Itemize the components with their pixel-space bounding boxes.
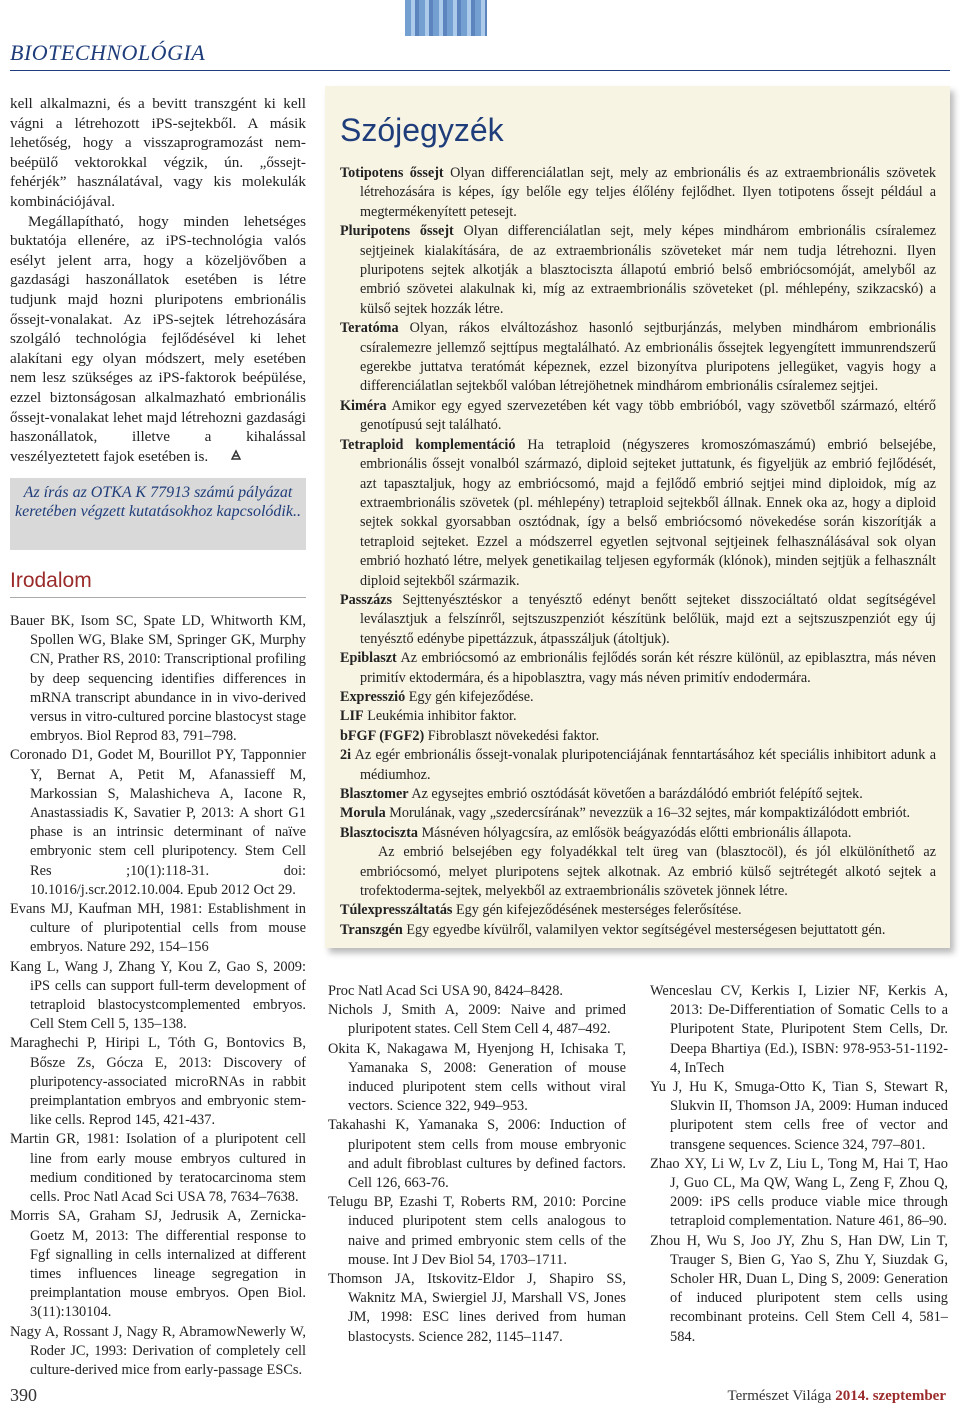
footer-credit bbox=[727, 1388, 946, 1405]
glossary-definition: Olyan differenciálatlan sejt, mely az embrionális és az extraembrionális szövetek létrehozására is képes, így belőle egy teljes élőlény fejlődhet. Ilyen totipotens őssejt például a megtermékenyített petesejt. bbox=[360, 165, 936, 220]
glossary-term: 2i bbox=[340, 747, 352, 764]
magazine-name: Természet Világa bbox=[727, 1388, 832, 1404]
reference-item: Takahashi K, Yamanaka S, 2006: Induction of pluripotent stem cells from mouse embryonic and adult fibroblast cultures by defined factors. Cell 126, 663-76. bbox=[328, 1117, 626, 1192]
glossary-term: Morula bbox=[340, 805, 386, 822]
glossary-entry bbox=[340, 746, 936, 785]
glossary-entry bbox=[340, 824, 936, 843]
reference-item: Nichols J, Smith A, 2009: Naive and primed pluripotent states. Cell Stem Cell 4, 487–492. bbox=[328, 1002, 626, 1038]
glossary-term: Pluripotens őssejt bbox=[340, 223, 454, 240]
glossary-entry bbox=[340, 591, 936, 649]
glossary-entry bbox=[340, 707, 936, 726]
references-list-right bbox=[650, 982, 948, 1347]
issue-date: 2014. szeptember bbox=[835, 1388, 946, 1404]
glossary-definition: Ha tetraploid (négyszeres kromoszómaszámú) embrió belsejébe, embrionális őssejt vonalból származó, diploid sejteket juttatunk, és figyeljük az embrió fejlődését, azt tapasztaljuk, hogy az embriócsomó, majd a fejlődő embrió sejtjei mind diploidok, míg az extraembrionális szövetek (pl. méhlepény) tetraploid sejtekből állnak. Ennek oka az, hogy a diploid sejtek sokkal gyorsabban osztódnak, így a belső embriócsomó növekedése során kiszorítják a tetraploid sejteket. Ezzel a módszerrel egyetlen sejtvonal sejtjeinek felhasználásával sok olyan embrió hozható létre, melyek genetikailag teljesen egyformák (klónok), minden sejtjük a felhasznált diploid sejtekből származik. bbox=[360, 436, 937, 589]
references-heading: Irodalom bbox=[10, 569, 92, 592]
glossary-entry bbox=[340, 921, 936, 940]
glossary-definition: Egy gén kifejeződésének mesterséges felerősítése. bbox=[456, 902, 742, 919]
glossary-entry bbox=[340, 727, 936, 746]
paragraph-2: Megállapítható, hogy minden lehetséges buktatója ellenére, az iPS-technológia valós esélyt jelent arra, hogy a közeljövőben a gazdasági haszonállatok esetében is létre tudjunk majd hozni pluripotens embrionális őssejt-vonalakat. Az iPS-sejtek létrehozására szolgáló technológia fejlődésével ki lehet alakítani egy olyan módszert, mely esetében nem lesz szükséges az iPS-faktorok beépülése, ezzel biztonságosan alkalmazható embrionális őssejt-vonalakat lehet majd létrehozni gazdasági haszonállatok, illetve a kihalással veszélyeztetett fajok esetében is. bbox=[10, 212, 306, 465]
glossary-entry bbox=[340, 319, 936, 397]
page-number: 390 bbox=[10, 1385, 37, 1405]
glossary-entry bbox=[340, 785, 936, 804]
reference-item: Telugu BP, Ezashi T, Roberts RM, 2010: Porcine induced pluripotent stem cells analogous to naive and primed embryonic stem cells of the mouse. Int J Dev Biol 54, 1703–1711. bbox=[328, 1194, 626, 1268]
glossary-term: Blasztomer bbox=[340, 786, 409, 802]
glossary-definition: Olyan differenciálatlan sejt, mely képes mindhárom embrionális csíralemez sejtjeinek kialakítására, de az extraembrionális szöveteket már nem tudja létrehozni. Ilyen pluripotens sejtek alkotják a blasztociszta állapotú embrió belső embriócsomóját, amelyből az embrió szövetei alakulnak ki, míg az extraembrionális szöveteket (pl. méhlepény, szikzacskó) a külső sejtek hozzák létre. bbox=[360, 223, 937, 317]
reference-item: Zhou H, Wu S, Joo JY, Zhu S, Han DW, Lin T, Trauger S, Bien G, Yao S, Zhu Y, Siuzdak G, Scholer HR, Duan L, Ding S, 2009: Generation of induced pluripotent stem cells using recombinant proteins. Cell Stem Cell 4, 581–584. bbox=[650, 1232, 948, 1345]
reference-item: Coronado D1, Godet M, Bourillot PY, Tapponnier Y, Bernat A, Petit M, Afanassieff M, Markossian S, Malashicheva A, Iacone R, Anastassiadis K, Savatier P, 2013: A short G1 phase is an intrinsic determinant of naïve embryonic stem cell pluripotency. Stem Cell Res ;10(1):118-31. doi: 10.1016/j.scr.2012.10.004. Epub 2012 Oct 29. bbox=[10, 747, 306, 898]
reference-item: Wenceslau CV, Kerkis I, Lizier NF, Kerkis A, 2013: De-Differentiation of Somatic Cells to a Pluripotent State, Pluripotent Stem Cells, Dr. Deepa Bhartiya (Ed.), ISBN: 978-953-51-1192-4, InTech bbox=[650, 983, 948, 1076]
paragraph-1: kell alkalmazni, és a bevitt transzgént ki kell vágni a létrehozott iPS-sejtekből. A másik lehetőség, hogy a visszaprogramozást nem-beépülő vektorokkal végzik, ún. „őssejt-fehérjék” használatával, vagy kis molekulák kombinációjával. bbox=[10, 95, 306, 210]
glossary-definition: Az egysejtes embrió osztódását követően a barázdálódó embriót felépítő sejtek. bbox=[411, 786, 863, 802]
section-title: BIOTECHNOLÓGIA bbox=[10, 40, 206, 65]
glossary-term: Transzgén bbox=[340, 921, 403, 938]
glossary-term: Totipotens őssejt bbox=[340, 165, 444, 181]
glossary-term: Teratóma bbox=[340, 320, 399, 337]
glossary-definition: Amikor egy egyed szervezetében két vagy több embrióból, vagy szövetből származó, eltérő genotípusú sejt található. bbox=[360, 397, 937, 434]
glossary-entry bbox=[340, 901, 936, 920]
glossary-term: Blasztociszta bbox=[340, 824, 419, 841]
glossary-term: Kiméra bbox=[340, 397, 387, 414]
glossary-entry bbox=[340, 164, 936, 222]
glossary-definition: Egy egyedbe kívülről, valamilyen vektor segítségével mesterségesen bejuttatott gén. bbox=[406, 921, 886, 938]
references-list-left bbox=[10, 612, 306, 1380]
glossary-term: Epiblaszt bbox=[340, 650, 397, 667]
end-mark-icon bbox=[212, 447, 224, 459]
glossary-definition: Az embriócsomó az embrionális fejlődés során két részre különül, az epiblasztra, más néven primitív ektodermára, és a hipoblasztra, vagy más néven primitív endodermára. bbox=[360, 650, 936, 686]
magazine-logo-icon bbox=[405, 0, 487, 36]
reference-item: Nagy A, Rossant J, Nagy R, AbramowNewerly W, Roder JC, 1993: Derivation of completely cell culture-derived mice from early-passage ESCs. bbox=[10, 1323, 306, 1378]
reference-item: Kang L, Wang J, Zhang Y, Kou Z, Gao S, 2009: iPS cells can support full-term development of tetraploid blastocystcomplemented embryos. Cell Stem Cell 5, 135–138. bbox=[10, 958, 306, 1033]
glossary-entry bbox=[340, 804, 936, 823]
reference-item: Zhao XY, Li W, Lv Z, Liu L, Tong M, Hai T, Hao J, Guo CL, Ma QW, Wang L, Zeng F, Zhou Q, 2009: iPS cells produce viable mice through tetraploid complementation. Nature 461, 86–90. bbox=[650, 1155, 948, 1230]
glossary-definition: Fibroblaszt növekedési faktor. bbox=[427, 727, 600, 744]
references-list-middle bbox=[328, 982, 626, 1347]
glossary-entry bbox=[340, 436, 936, 591]
glossary-term: Tetraploid komplementáció bbox=[340, 436, 516, 453]
funding-note: Az írás az OTKA K 77913 számú pályázat keretében végzett kutatásokhoz kapcsolódik.. bbox=[10, 478, 306, 550]
reference-item: Yu J, Hu K, Smuga-Otto K, Tian S, Stewart R, Slukvin II, Thomson JA, 2009: Human induced pluripotent stem cells free of vector and transgene sequences. Science 324, 797–801. bbox=[650, 1079, 948, 1153]
glossary-entry bbox=[340, 222, 936, 319]
reference-item: Evans MJ, Kaufman MH, 1981: Establishment in culture of pluripotential cells from mouse embryos. Nature 292, 154–156 bbox=[10, 901, 306, 956]
glossary-term: Expresszió bbox=[340, 688, 406, 705]
reference-item: Thomson JA, Itskovitz-Eldor J, Shapiro SS, Waknitz MA, Swiergiel JJ, Marshall VS, Jones JM, 1998: ESC lines derived from human blastocysts. Science 282, 1145–1147. bbox=[328, 1271, 626, 1345]
left-text-column bbox=[10, 94, 306, 466]
reference-item: Bauer BK, Isom SC, Spate LD, Whitworth KM, Spollen WG, Blake SM, Springer GK, Murphy CN, Prather RS, 2010: Transcriptional profiling by deep sequencing identifies differences in mRNA transcript abundance in in vivo-derived versus in vitro-cultured porcine blastocyst stage embryos. Biol Reprod 83, 791–798. bbox=[10, 613, 306, 745]
references-divider bbox=[10, 597, 306, 598]
glossary-definition: Másnéven hólyagcsíra, az emlősök beágyazódás előtti embrionális állapota. bbox=[421, 824, 852, 841]
reference-item: Okita K, Nakagawa M, Hyenjong H, Ichisaka T, Yamanaka S, 2008: Generation of mouse induced pluripotent stem cells without viral vectors. Science 322, 949–953. bbox=[328, 1040, 626, 1115]
glossary-term: Passzázs bbox=[340, 591, 393, 608]
glossary-definition: Leukémia inhibitor faktor. bbox=[367, 708, 517, 725]
glossary-entry bbox=[340, 649, 936, 688]
reference-item: Maraghechi P, Hiripi L, Tóth G, Bontovics B, Bősze Zs, Gócza E, 2013: Discovery of pluripotency-associated microRNAs in rabbit preimplantation embryos and embryonic stem-like cells. Reprod 145, 421-437. bbox=[10, 1035, 306, 1129]
reference-item: Martin GR, 1981: Isolation of a pluripotent cell line from early mouse embryos cultured in medium conditioned by teratocarcinoma stem cells. Proc Natl Acad Sci USA 78, 7634–7638. bbox=[10, 1131, 306, 1206]
glossary-definition: Morulának, vagy „szedercsírának” nevezzük a 16–32 sejtes, már kompaktizálódott embriót. bbox=[389, 805, 911, 822]
reference-item: Morris SA, Graham SJ, Jedrusik A, Zernicka-Goetz M, 2013: The differential response to Fgf signalling in cells internalized at different times influences lineage segregation in preimplantation mouse embryos. Open Biol. 3(11):130104. bbox=[10, 1208, 306, 1321]
glossary-entry bbox=[340, 688, 936, 707]
glossary-definition: Olyan, rákos elváltozáshoz hasonló sejtburjánzás, melyben mindhárom embrionális csíralemezre jellemző sejttípus megtalálható. Az embrionális őssejtek legyengített immunrendszerű egerekbe juttatva teratómát képeznek, ezzel bizonyítva pluripotens jellegüket, vagyis hogy a differenciálatlan sejtekből valóban létrejöhetnek mindhárom embrionális csíralemez sejtjei. bbox=[360, 320, 937, 395]
glossary-entries bbox=[340, 164, 936, 940]
glossary-definition: Az egér embrionális őssejt-vonalak pluripotenciájának fenntartásához két speciális inhibitort adunk a médiumhoz. bbox=[354, 747, 936, 783]
reference-item: Proc Natl Acad Sci USA 90, 8424–8428. bbox=[328, 983, 564, 999]
glossary-definition-continued: Az embrió belsejében egy folyadékkal telt üreg van (blasztocöl), és jól elkülöníthető az embriócsomó, melyet pluripotens sejtek alkotnak. Az embrió külső sejtrétegét alkotó sejtek a trofektoderma-sejtek, melyekből az extraembrionális szövetek jönnek létre. bbox=[360, 844, 936, 900]
glossary-definition: Sejttenyésztéskor a tenyésztő edényt benőtt sejteket disszociáltató oldat segítségével leválasztjuk a felszínről, sejtszuszpenziót készítünk belőlük, majd ezt a sejtszuszpenziót egy új tenyésztő edénybe pipettázzuk, átpasszáljuk (átoltjuk). bbox=[360, 591, 937, 647]
glossary-term: bFGF (FGF2) bbox=[340, 727, 425, 744]
glossary-entry bbox=[340, 397, 936, 436]
glossary-definition: Egy gén kifejeződése. bbox=[408, 688, 534, 705]
header-divider bbox=[10, 70, 950, 71]
glossary-term: LIF bbox=[340, 708, 364, 725]
glossary-title: Szójegyzék bbox=[340, 112, 504, 148]
glossary-term: Túlexpresszáltatás bbox=[340, 902, 453, 919]
